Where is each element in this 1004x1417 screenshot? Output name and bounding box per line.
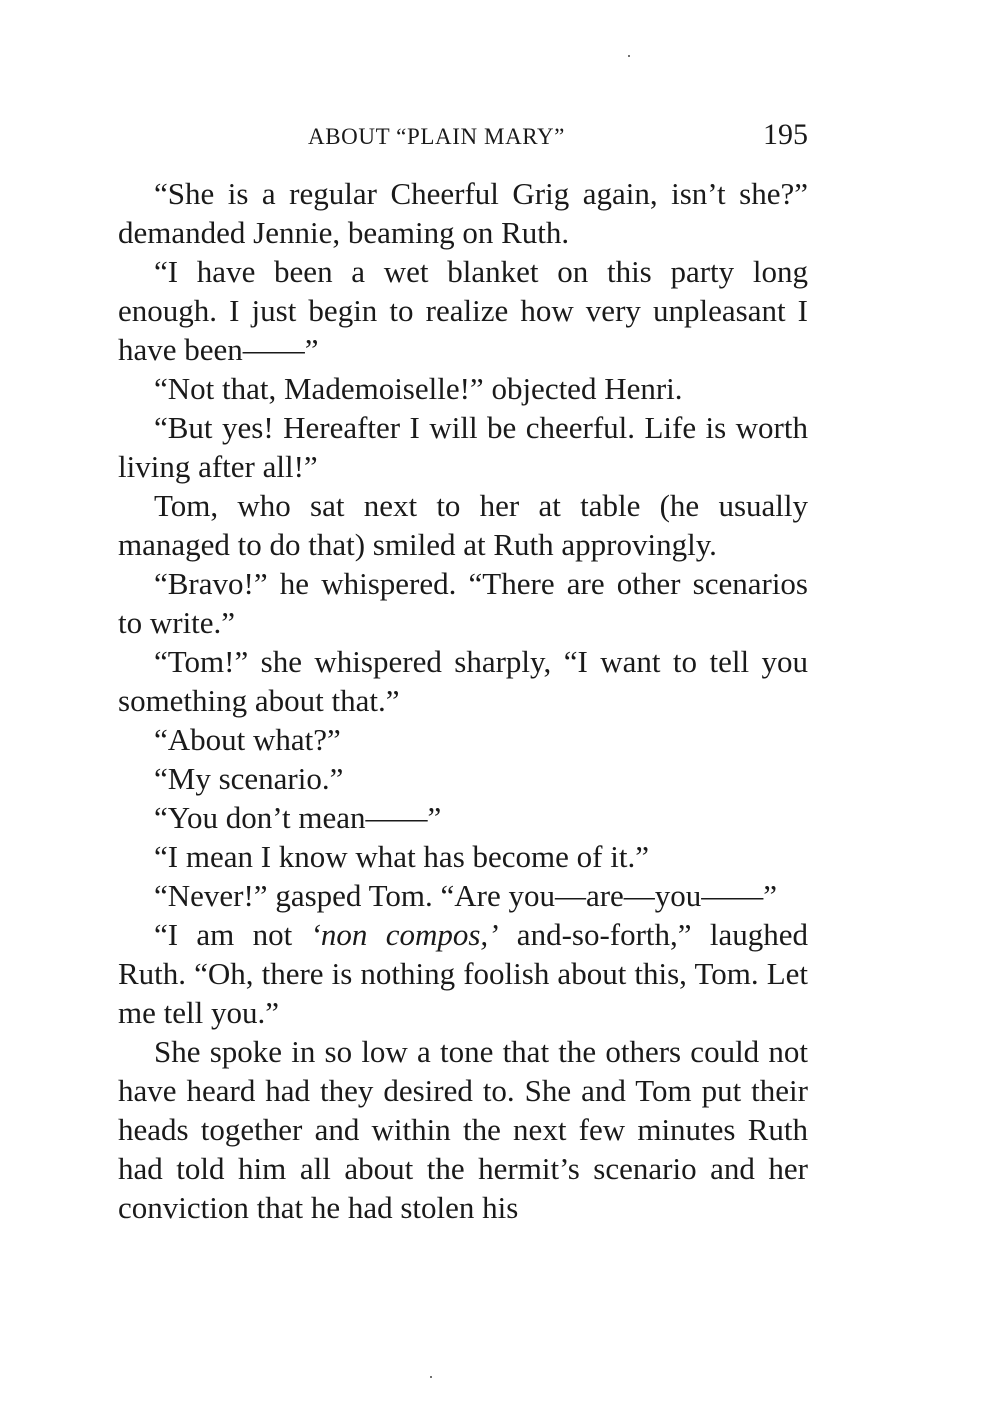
paragraph: “About what?” bbox=[154, 722, 341, 757]
paragraph: “Never!” gasped Tom. “Are you—are—you——” bbox=[154, 878, 778, 913]
paragraph: “Tom!” she whispered sharply, “I want to tell you something about that.” bbox=[118, 644, 808, 718]
paragraph: “Not that, Mademoiselle!” objected Henri. bbox=[154, 371, 683, 406]
running-title: ABOUT “PLAIN MARY” bbox=[308, 124, 565, 149]
paragraph-text: “I am not bbox=[154, 917, 311, 952]
paragraph: “Bravo!” he whispered. “There are other scenarios to write.” bbox=[118, 566, 808, 640]
paragraph-text: and-so-forth,” laughed Ruth. “Oh, there is nothing foolish about this, Tom. Let me tell you.” bbox=[118, 917, 808, 1030]
paragraph: Tom, who sat next to her at table (he usually managed to do that) smiled at Ruth approvingly. bbox=[118, 488, 808, 562]
paragraph: “I have been a wet blanket on this party long enough. I just begin to realize how very unpleasant I have been——” bbox=[118, 254, 808, 367]
body-text bbox=[118, 174, 808, 1227]
page-number: 195 bbox=[763, 118, 808, 151]
paragraph: “I mean I know what has become of it.” bbox=[154, 839, 649, 874]
paragraph: “You don’t mean——” bbox=[154, 800, 442, 835]
paper-speck bbox=[628, 55, 630, 57]
paper-speck bbox=[430, 1376, 432, 1378]
paragraph: “She is a regular Cheerful Grig again, isn’t she?” demanded Jennie, beaming on Ruth. bbox=[118, 176, 808, 250]
paragraph: “My scenario.” bbox=[154, 761, 344, 796]
running-head bbox=[118, 118, 808, 158]
italic-phrase: ‘non compos,’ bbox=[310, 917, 499, 952]
paragraph bbox=[118, 915, 808, 1032]
paragraph: “But yes! Hereafter I will be cheerful. Life is worth living after all!” bbox=[118, 410, 808, 484]
paragraph: She spoke in so low a tone that the others could not have heard had they desired to. She and Tom put their heads together and within the next few minutes Ruth had told him all about the hermit’s scenario and her conviction that he had stolen his bbox=[118, 1034, 808, 1225]
